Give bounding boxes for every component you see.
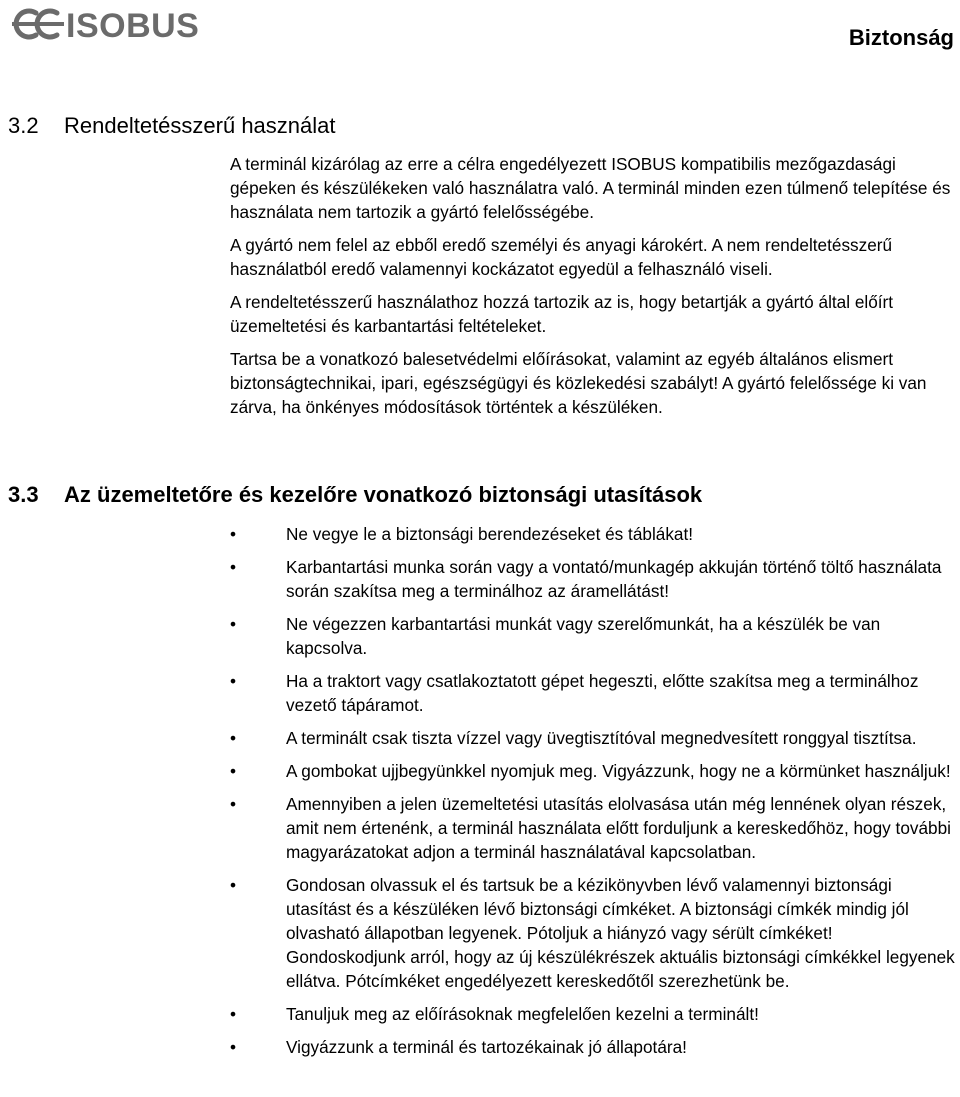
list-item-text: Vigyázzunk a terminál és tartozékainak jó állapotára! <box>286 1037 687 1057</box>
page-header <box>0 0 960 60</box>
safety-instructions-list <box>230 522 955 1068</box>
bullet-icon: • <box>230 671 237 691</box>
section-title: Az üzemeltetőre és kezelőre vonatkozó biztonsági utasítások <box>64 482 703 507</box>
paragraph: A terminál kizárólag az erre a célra engedélyezett ISOBUS kompatibilis mezőgazdasági gépeken és készülékeken való használatra való. A terminál minden ezen túlmenő telepítése és használata nem tartozik a gyártó felelősségébe. <box>230 154 951 222</box>
bullet-icon: • <box>230 557 237 577</box>
bullet-icon: • <box>230 761 237 781</box>
list-item-text: Gondosan olvassuk el és tartsuk be a kézikönyvben lévő valamennyi biztonsági utasítást és a készüléken lévő biztonsági címkéket. A biztonsági címkék mindig jól olvasható állapotban legyenek. Pótoljuk a hiányzó vagy sérült címkéket! Gondoskodjunk arról, hogy az új készülékrészek aktuális biztonsági címkékkel legyenek ellátva. Pótcímkéket engedélyezett kereskedőtől szerezhetünk be. <box>286 875 955 991</box>
list-item-text: Tanuljuk meg az előírásoknak megfelelően kezelni a terminált! <box>286 1004 759 1024</box>
bullet-icon: • <box>230 524 237 544</box>
list-item <box>230 522 955 546</box>
section-3-2-body <box>230 152 955 428</box>
list-item <box>230 669 955 717</box>
list-item <box>230 759 955 783</box>
paragraph: A rendeltetésszerű használathoz hozzá tartozik az is, hogy betartják a gyártó által előírt üzemeltetési és karbantartási feltételeket. <box>230 292 894 336</box>
list-item-text: Amennyiben a jelen üzemeltetési utasítás elolvasása után még lennének olyan részek, amit nem értenénk, a terminál használata előtt forduljunk a kereskedőhöz, hogy további magyarázatokat adjon a terminál használatával kapcsolatban. <box>286 794 951 862</box>
section-number: 3.2 <box>8 113 39 138</box>
list-item <box>230 612 955 660</box>
section-heading-3-3 <box>8 481 702 509</box>
list-item-text: Ne vegye le a biztonsági berendezéseket és táblákat! <box>286 524 694 544</box>
list-item-text: A gombokat ujjbegyünkkel nyomjuk meg. Vigyázzunk, hogy ne a körmünket használjuk! <box>286 761 951 781</box>
list-item-text: A terminált csak tiszta vízzel vagy üvegtisztítóval megnedvesített ronggyal tisztítsa. <box>286 728 917 748</box>
section-heading-3-2 <box>8 112 336 140</box>
list-item <box>230 792 955 864</box>
bullet-icon: • <box>230 1004 237 1024</box>
bullet-icon: • <box>230 794 237 814</box>
list-item <box>230 726 955 750</box>
list-item-text: Ne végezzen karbantartási munkát vagy szerelőmunkát, ha a készülék be van kapcsolva. <box>286 614 881 658</box>
list-item-text: Karbantartási munka során vagy a vontató/munkagép akkuján történő töltő használata során szakítsa meg a terminálhoz az áramellátást! <box>286 557 942 601</box>
section-number: 3.3 <box>8 482 39 507</box>
isobus-logo <box>12 6 217 42</box>
paragraph: Tartsa be a vonatkozó balesetvédelmi előírásokat, valamint az egyéb általános elismert biztonságtechnikai, ipari, egészségügyi és közlekedési szabályt! A gyártó felelőssége ki van zárva, ha önkényes módosítások történtek a készüléken. <box>230 349 927 417</box>
list-item <box>230 1002 955 1026</box>
paragraph: A gyártó nem felel az ebből eredő személyi és anyagi károkért. A nem rendeltetésszerű használatból eredő valamennyi kockázatot egyedül a felhasználó viseli. <box>230 235 893 279</box>
header-title: Biztonság <box>848 25 954 50</box>
bullet-icon: • <box>230 875 237 895</box>
bullet-icon: • <box>230 728 237 748</box>
list-item <box>230 555 955 603</box>
section-title: Rendeltetésszerű használat <box>64 113 336 138</box>
bullet-icon: • <box>230 1037 237 1057</box>
svg-text:ISOBUS: ISOBUS <box>66 7 200 42</box>
list-item <box>230 873 955 993</box>
list-item-text: Ha a traktort vagy csatlakoztatott gépet hegeszti, előtte szakítsa meg a terminálhoz vezető tápáramot. <box>286 671 919 715</box>
list-item <box>230 1035 955 1059</box>
bullet-icon: • <box>230 614 237 634</box>
